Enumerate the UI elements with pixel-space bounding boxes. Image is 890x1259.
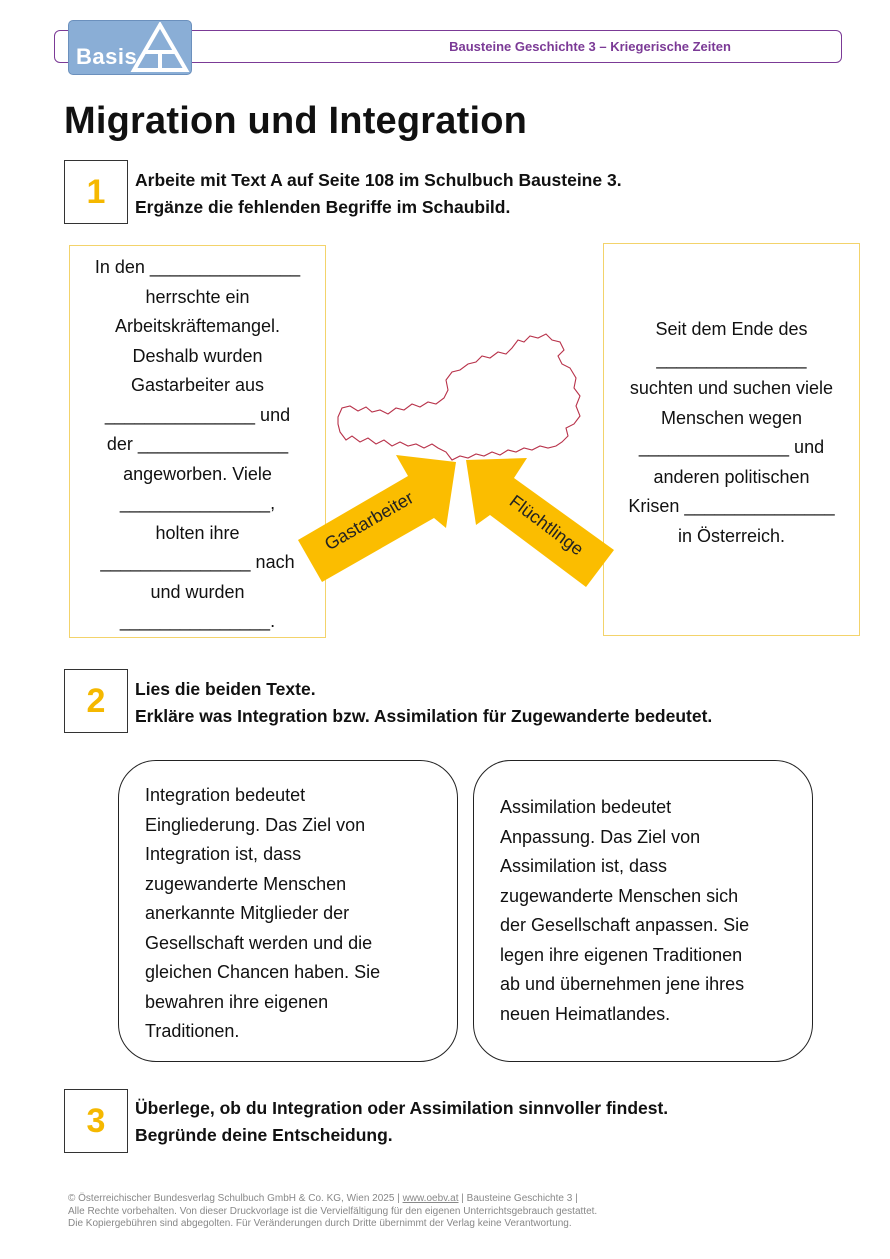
cloze-line: suchten und suchen viele [629,378,834,398]
task-2-line: Erkläre was Integration bzw. Assimilation für Zugewanderte bedeutet. [135,706,713,726]
task-number-2: 2 [64,669,128,733]
cloze-line: Menschen wegen [660,407,803,428]
cloze-line: _______________ nach [100,552,295,572]
cloze-line: Gastarbeiter aus [130,375,265,395]
cloze-line: und wurden [150,581,245,602]
task-1-line: Arbeite mit Text A auf Seite 108 im Schulbuch Bausteine 3. [135,170,622,190]
footer-line-1 [68,1193,597,1206]
cloze-line: _______________, [119,493,276,513]
integration-line: gleichen Chancen haben. Sie [145,962,381,982]
assimilation-line: Assimilation ist, dass [500,856,668,876]
assimilation-line: der Gesellschaft anpassen. Sie [500,915,750,935]
publisher-link[interactable]: www.oebv.at [402,1193,459,1204]
task-2-line: Lies die beiden Texte. [135,679,316,699]
assimilation-line: Anpassung. Das Ziel von [500,826,701,847]
integration-textbox [118,760,458,1062]
cloze-line: herrschte ein [145,286,250,307]
cloze-line: Seit dem Ende des [655,319,808,339]
cloze-line: anderen politischen [653,466,810,487]
assimilation-line: legen ihre eigenen Traditionen [500,944,743,965]
integration-line: zugewanderte Menschen [145,873,347,894]
cloze-line: holten ihre [155,522,240,543]
task-number-3: 3 [64,1089,128,1153]
task-2-instructions [135,676,712,730]
integration-line: Eingliederung. Das Ziel von [145,814,366,835]
task-3-instructions [135,1095,668,1149]
cloze-line: in Österreich. [677,525,786,546]
logo-text: Basis [76,44,138,69]
cloze-line: _______________ und [638,437,825,457]
footer-copyright: © Österreichischer Bundesverlag Schulbuch GmbH & Co. KG, Wien 2025 | [68,1193,403,1204]
cloze-line: _______________. [119,611,276,631]
cloze-line: Arbeitskräftemangel. [114,316,281,336]
assimilation-textbox [473,760,813,1062]
assimilation-line: ab und übernehmen jene ihres [500,974,745,994]
cloze-line: In den _______________ [94,257,301,277]
cloze-line: _______________ [656,348,807,369]
cloze-line: angeworben. Viele [123,463,272,484]
header-title: Bausteine Geschichte 3 – Kriegerische Zeiten [449,39,731,54]
cloze-line: Deshalb wurden [132,345,263,366]
task-number-1: 1 [64,160,128,224]
footer-line-3: Die Kopiergebühren sind abgegolten. Für Veränderungen durch Dritte übernimmt der Verlag keine Verantwortung. [68,1218,572,1229]
austria-map-outline [338,334,580,460]
integration-line: Traditionen. [145,1021,240,1041]
task-3-line: Begründe deine Entscheidung. [135,1125,393,1145]
integration-line: Integration ist, dass [145,844,302,864]
page-title: Migration und Integration [64,100,528,142]
cloze-line: Krisen _______________ [628,496,835,516]
task-1-line: Ergänze die fehlenden Begriffe im Schaubild. [135,197,511,217]
assimilation-line: neuen Heimatlandes. [500,1003,671,1024]
integration-line: bewahren ihre eigenen [145,991,329,1012]
assimilation-line: Assimilation bedeutet [500,797,672,817]
cloze-line: _______________ und [104,404,291,425]
footer-book-name: | Bausteine Geschichte 3 | [458,1193,578,1204]
footer [68,1193,597,1231]
assimilation-line: zugewanderte Menschen sich [500,885,739,906]
gastarbeiter-arrow-label: Gastarbeiter [321,487,417,555]
cloze-line: der _______________ [106,434,289,454]
footer-line-2: Alle Rechte vorbehalten. Von dieser Druckvorlage ist die Vervielfältigung für den eigenen Unterrichtsgebrauch gestattet. [68,1205,598,1217]
fluechtlinge-arrow-label: Flüchtlinge [505,491,588,560]
integration-line: anerkannte Mitglieder der [145,903,350,923]
integration-line: Integration bedeutet [145,785,306,805]
gastarbeiter-arrow [298,455,456,582]
task-3-line: Überlege, ob du Integration oder Assimilation sinnvoller findest. [135,1098,669,1118]
integration-line: Gesellschaft werden und die [145,932,373,953]
fluechtlinge-arrow [466,458,614,587]
